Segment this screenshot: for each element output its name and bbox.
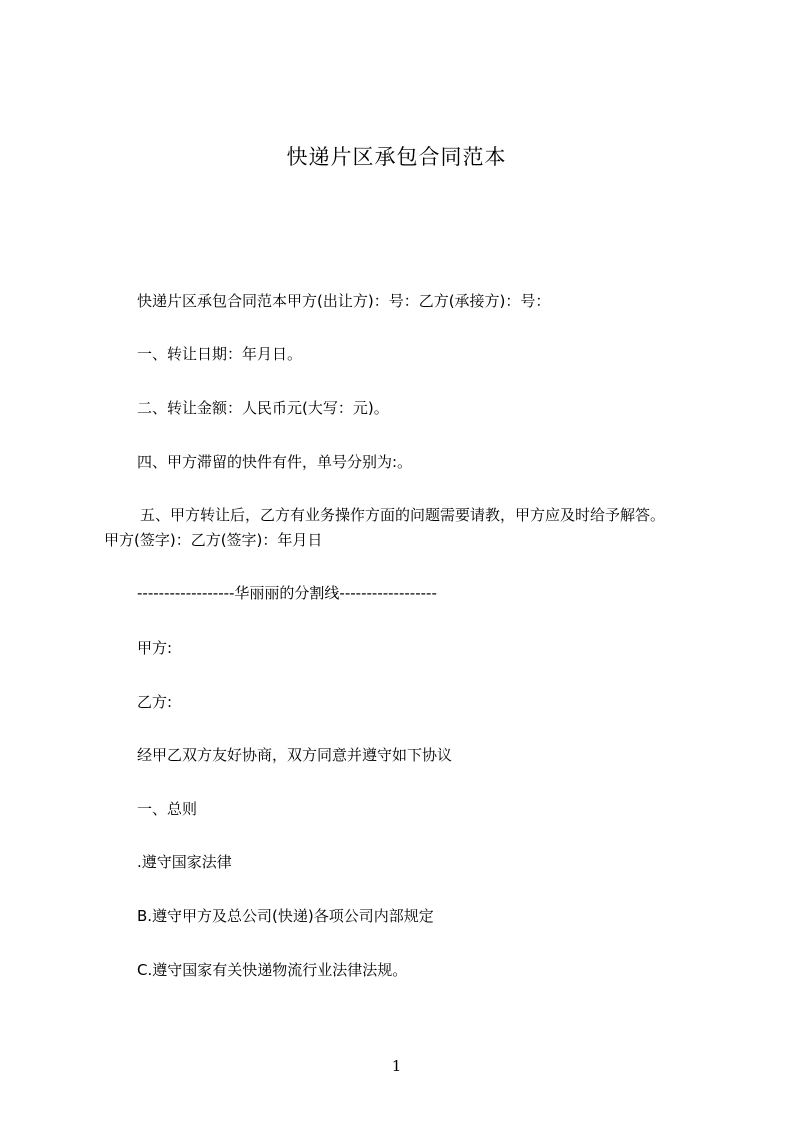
party-a-label: 甲方: [137, 639, 173, 657]
clause-pending-parcels: 四、甲方滞留的快件有件，单号分别为:。 [137, 453, 413, 471]
section-divider: ------------------华丽丽的分割线------------------ [137, 584, 437, 602]
rule-item-b: B.遵守甲方及总公司(快递)各项公司内部规定 [137, 907, 434, 925]
section-heading-general: 一、总则 [137, 800, 198, 818]
party-b-label: 乙方: [137, 693, 173, 711]
agreement-statement: 经甲乙双方友好协商，双方同意并遵守如下协议 [137, 746, 453, 764]
page-number: 1 [391, 1057, 402, 1075]
document-title: 快递片区承包合同范本 [286, 145, 507, 169]
clause-post-transfer-support: 五、甲方转让后，乙方有业务操作方面的问题需要请教，甲方应及时给予解答。 [140, 506, 666, 524]
signature-line: 甲方(签字)：乙方(签字)：年月日 [104, 531, 323, 549]
intro-paragraph: 快递片区承包合同范本甲方(出让方)：号：乙方(承接方)：号： [137, 292, 551, 310]
clause-transfer-date: 一、转让日期：年月日。 [137, 345, 303, 363]
rule-item-a: .遵守国家法律 [137, 853, 232, 871]
rule-item-c: C.遵守国家有关快递物流行业法律法规。 [137, 961, 408, 979]
clause-transfer-amount: 二、转让金额：人民币元(大写：元)。 [137, 399, 389, 417]
